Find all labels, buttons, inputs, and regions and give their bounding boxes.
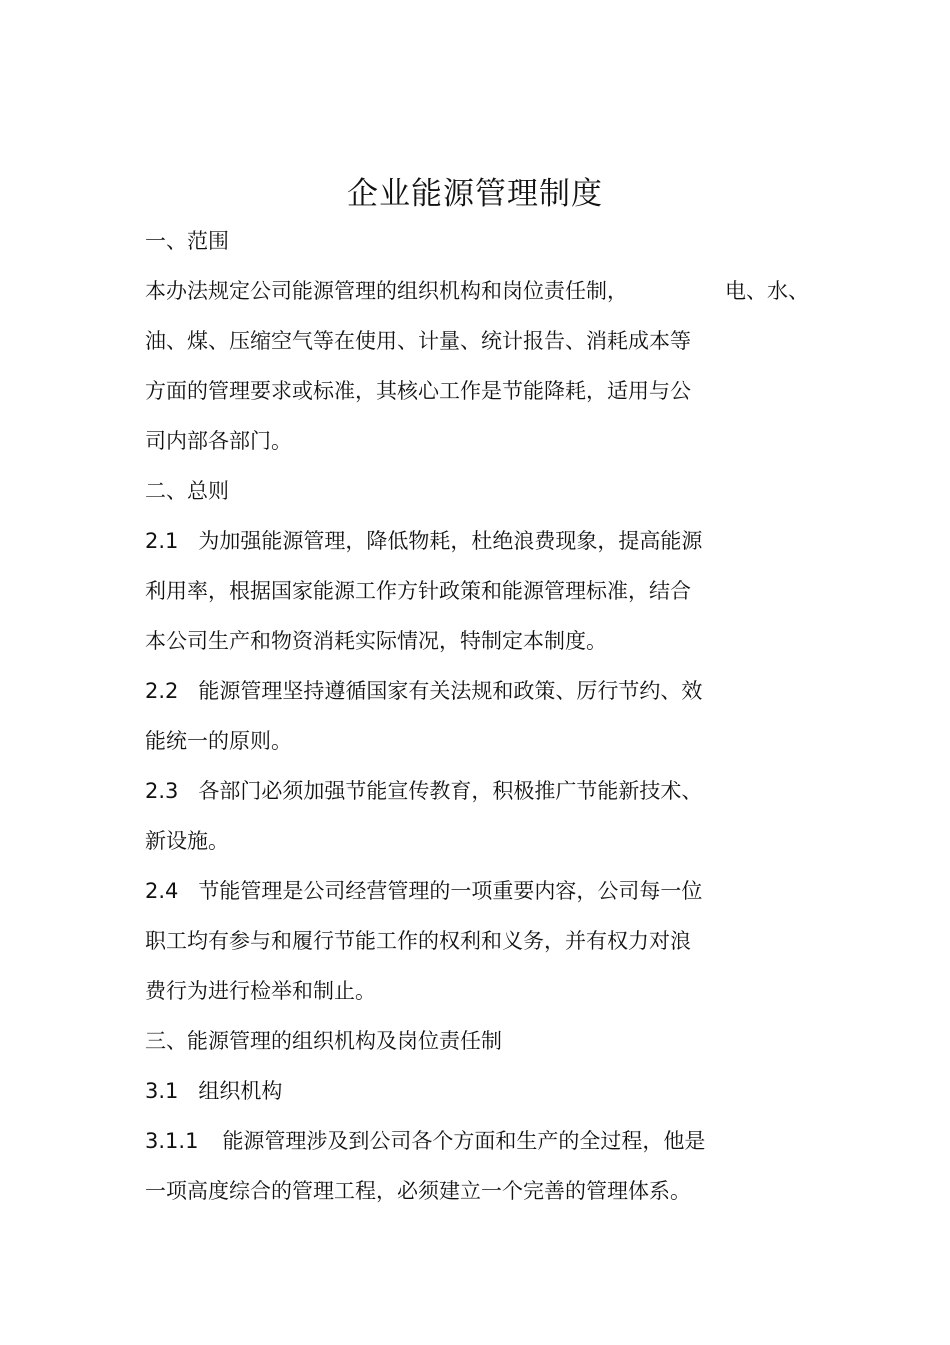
line-text: 节能管理是公司经营管理的一项重要内容，公司每一位 bbox=[198, 879, 703, 903]
line-tail-text: 电、水、 bbox=[725, 279, 809, 303]
line-text: 为加强能源管理，降低物耗，杜绝浪费现象，提高能源 bbox=[198, 529, 703, 553]
document-title: 企业能源管理制度 bbox=[347, 176, 603, 212]
paragraph-line bbox=[145, 376, 691, 406]
section-heading-scope bbox=[145, 226, 229, 256]
line-text: 新设施。 bbox=[145, 829, 229, 853]
clause-number: 2.2 bbox=[145, 679, 179, 703]
line-text: 组织机构 bbox=[198, 1079, 283, 1103]
paragraph-line bbox=[145, 926, 691, 956]
section-heading-organization bbox=[145, 1026, 502, 1056]
paragraph-line bbox=[145, 626, 607, 656]
line-text: 利用率，根据国家能源工作方针政策和能源管理标准，结合 bbox=[145, 579, 691, 603]
line-text: 本公司生产和物资消耗实际情况，特制定本制度。 bbox=[145, 629, 607, 653]
paragraph-line bbox=[145, 326, 691, 356]
line-text: 费行为进行检举和制止。 bbox=[145, 979, 376, 1003]
line-text: 各部门必须加强节能宣传教育，积极推广节能新技术、 bbox=[198, 779, 703, 803]
clause-number: 2.4 bbox=[145, 879, 179, 903]
line-text: 三、能源管理的组织机构及岗位责任制 bbox=[145, 1029, 502, 1053]
clause-number: 2.3 bbox=[145, 779, 179, 803]
paragraph-line bbox=[145, 426, 292, 456]
clause-line bbox=[145, 1126, 705, 1156]
paragraph-line bbox=[145, 976, 376, 1006]
line-text: 一项高度综合的管理工程，必须建立一个完善的管理体系。 bbox=[145, 1179, 691, 1203]
clause-number: 2.1 bbox=[145, 529, 179, 553]
paragraph-line bbox=[145, 276, 825, 306]
line-text: 职工均有参与和履行节能工作的权利和义务，并有权力对浪 bbox=[145, 929, 691, 953]
clause-line bbox=[145, 526, 702, 556]
line-text: 能源管理涉及到公司各个方面和生产的全过程，他是 bbox=[222, 1129, 706, 1153]
line-text: 油、煤、压缩空气等在使用、计量、统计报告、消耗成本等 bbox=[145, 329, 691, 353]
line-text: 能统一的原则。 bbox=[145, 729, 292, 753]
paragraph-line bbox=[145, 576, 691, 606]
clause-line bbox=[145, 776, 702, 806]
paragraph-line bbox=[145, 826, 229, 856]
line-text: 一、范围 bbox=[145, 229, 229, 253]
clause-line bbox=[145, 1076, 282, 1106]
paragraph-line bbox=[145, 726, 292, 756]
paragraph-line bbox=[145, 1176, 691, 1206]
clause-line bbox=[145, 676, 702, 706]
line-text: 能源管理坚持遵循国家有关法规和政策、厉行节约、效 bbox=[198, 679, 703, 703]
line-text: 本办法规定公司能源管理的组织机构和岗位责任制， bbox=[145, 279, 628, 303]
section-heading-general bbox=[145, 476, 229, 506]
line-text: 方面的管理要求或标准，其核心工作是节能降耗，适用与公 bbox=[145, 379, 691, 403]
clause-line bbox=[145, 876, 702, 906]
clause-number: 3.1 bbox=[145, 1079, 179, 1103]
clause-number: 3.1.1 bbox=[145, 1129, 199, 1153]
line-text: 司内部各部门。 bbox=[145, 429, 292, 453]
line-text: 二、总则 bbox=[145, 479, 229, 503]
